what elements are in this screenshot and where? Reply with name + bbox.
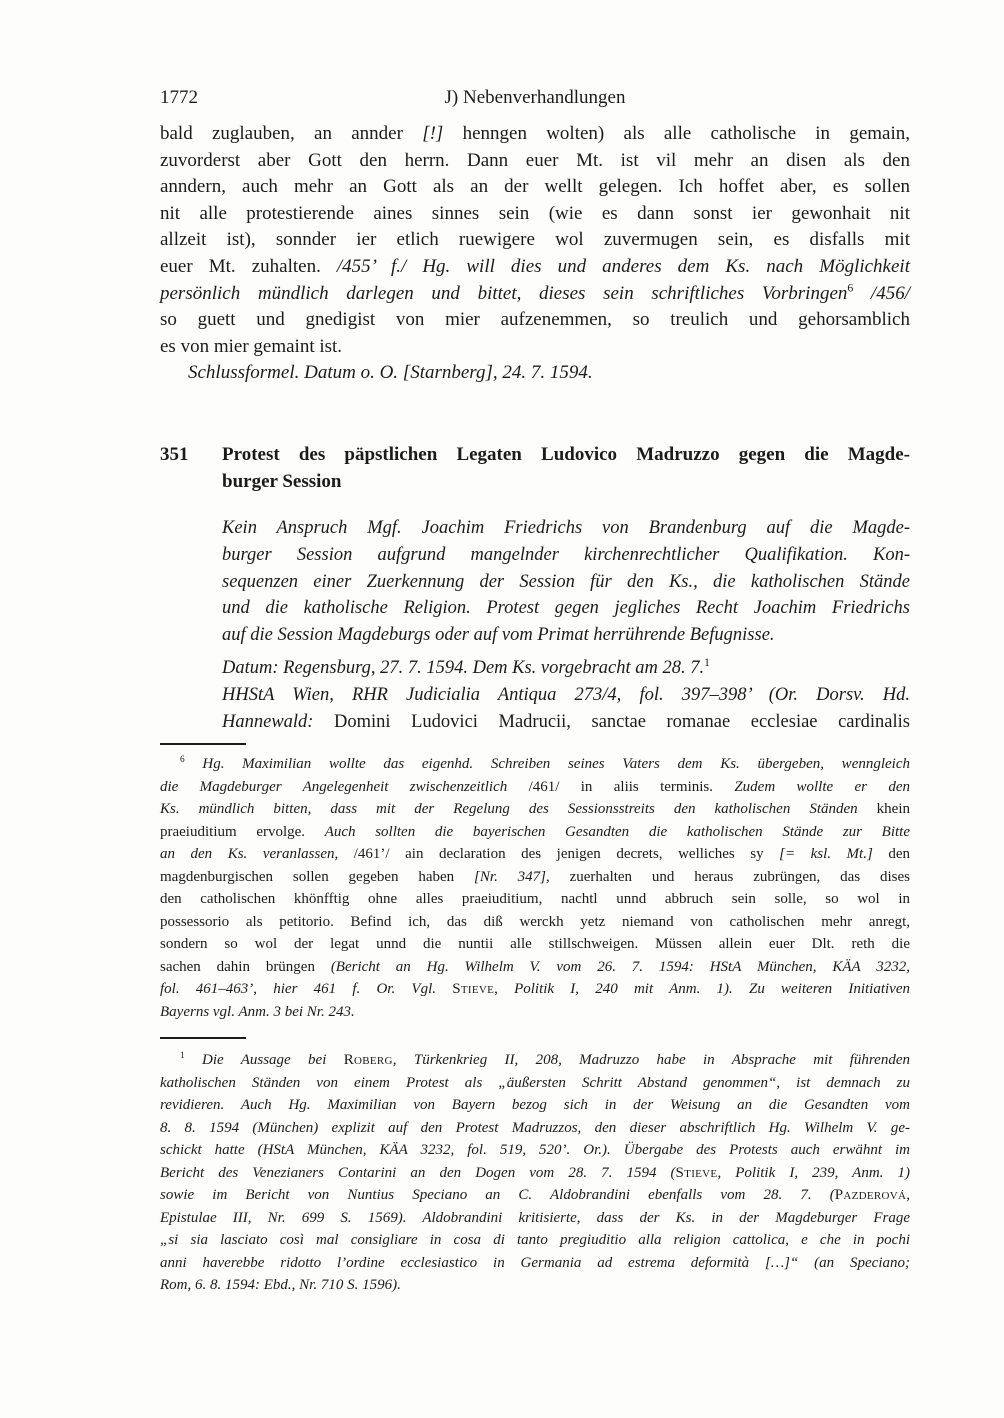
footnote-marker: 1 bbox=[180, 1051, 185, 1062]
text-segment: , Politik I, 239, Anm. 1) bbox=[717, 1164, 910, 1181]
text-segment: Zudem wollte er den bbox=[734, 778, 910, 795]
text-segment: revidieren. Auch Hg. Maximilian von Bayern bezog sich in der Weisung an die Gesandten vom bbox=[160, 1097, 910, 1114]
text-line bbox=[160, 1001, 910, 1024]
text-segment: bald zuglauben, an annder bbox=[160, 123, 423, 144]
text-line bbox=[160, 978, 910, 1001]
footnote-rule-1 bbox=[160, 743, 246, 745]
text-line bbox=[160, 956, 910, 979]
text-segment: sequenzen einer Zuerkennung der Session für den Ks., die katholischen Stände bbox=[222, 571, 910, 592]
text-segment: und die katholische Religion. Protest gegen jegliches Recht Joachim Friedrichs bbox=[222, 598, 910, 619]
text-line bbox=[160, 911, 910, 934]
text-segment: auf die Session Magdeburgs oder auf vom Primat herrührende Befugnisse. bbox=[222, 625, 775, 646]
text-segment: Protest des päpstlichen Legaten Ludovico Madruzzo gegen die Magde- bbox=[222, 443, 910, 465]
text-segment: euer Mt. zuhalten. bbox=[160, 255, 337, 277]
text-line bbox=[160, 1207, 910, 1230]
text-segment: persönlich mündlich darlegen und bittet, dieses sein schriftliches Vorbringen bbox=[160, 282, 848, 304]
text-line bbox=[222, 468, 910, 495]
entry-number: 351 bbox=[160, 443, 189, 465]
entry-heading bbox=[160, 441, 910, 495]
text-segment: „si sia lasciato così mal consigliare in cosa di tanto pregiuditio alla religion cattolica, e che in pochi bbox=[160, 1232, 910, 1249]
text-segment: henngen wolten) als alle catholische in gemain, bbox=[443, 123, 910, 144]
text-line bbox=[160, 227, 910, 254]
text-line bbox=[222, 682, 910, 709]
text-line bbox=[160, 753, 910, 776]
text-segment: 8. 8. 1594 (München) explizit auf den Protest Madruzzos, den dieser abschriftlich Hg. Wilhelm V. ge- bbox=[160, 1119, 910, 1136]
footnote-marker: 6 bbox=[847, 281, 854, 295]
text-segment: Ks. mündlich bitten, dass mit der Regelung des Sessionsstreits den katholischen Ständen bbox=[160, 801, 877, 818]
text-segment: Domini Ludovici Madrucii, sanctae romanae ecclesiae cardinalis bbox=[313, 711, 910, 732]
text-segment: sachen dahin brüngen bbox=[160, 958, 331, 975]
text-segment: Rom, 6. 8. 1594: Ebd., Nr. 710 S. 1596). bbox=[160, 1277, 401, 1294]
text-segment: (Bericht an Hg. Wilhelm V. vom 26. 7. 1594: HStA München, KÄA 3232, bbox=[330, 958, 910, 975]
text-segment: magdenburgischen sollen gegeben haben bbox=[160, 868, 475, 885]
text-segment: /461’/ ain declaration des jenigen decrets, welliches sy bbox=[353, 846, 780, 863]
text-segment: /456/ bbox=[853, 282, 910, 304]
text-line bbox=[160, 148, 910, 175]
running-title: J) Nebenverhandlungen bbox=[444, 87, 626, 108]
body-paragraph bbox=[160, 121, 910, 387]
entry-dating-source bbox=[222, 655, 910, 735]
text-segment: allzeit ist), sonnder ier etlich ruewigere wol zuvermugen sein, es disfalls mit bbox=[160, 229, 910, 251]
text-segment: Die Aussage bei bbox=[184, 1052, 344, 1069]
text-line bbox=[160, 254, 910, 281]
text-segment: , zuerhalten und heraus zubrüngen, das dises bbox=[546, 868, 910, 885]
text-segment: Bayerns vgl. Anm. 3 bei Nr. 243. bbox=[160, 1003, 355, 1020]
text-line bbox=[222, 622, 910, 649]
text-segment: sondern so wol der legat unnd die nuntii alle stillschweigen. Müssen allein euer Dlt. reth die bbox=[160, 936, 910, 953]
text-segment: schickt hatte (HStA München, KÄA 3232, fol. 519, 520’. Or.). Übergabe des Protests auch erwähnt im bbox=[160, 1142, 910, 1159]
text-segment: sowie im Bericht von Nuntius Speciano an C. Aldobrandini ebenfalls vom 28. 7. ( bbox=[160, 1187, 835, 1204]
footnote-rule-2 bbox=[160, 1037, 246, 1039]
text-line bbox=[160, 1117, 910, 1140]
text-segment: [Nr. 347] bbox=[474, 868, 546, 885]
text-line bbox=[160, 201, 910, 228]
text-segment: Pazderová bbox=[834, 1187, 907, 1204]
text-segment: burger Session aufgrund mangelnder kirchenrechtlicher Qualifikation. Kon- bbox=[222, 544, 910, 565]
text-segment: fol. 461–463’, hier 461 f. Or. Vgl. bbox=[160, 981, 453, 998]
text-line bbox=[160, 1252, 910, 1275]
text-segment: HHStA Wien, RHR Judicialia Antiqua 273/4, fol. 397–398’ (Or. Dorsv. Hd. bbox=[222, 684, 910, 705]
text-line bbox=[160, 1229, 910, 1252]
text-line bbox=[160, 281, 910, 308]
text-line bbox=[160, 1049, 910, 1072]
text-segment: den catholischen khönfftig ohne alles praeiuditium, nachtl unnd abbruch sein solle, so wol in bbox=[160, 891, 910, 908]
text-line bbox=[160, 1139, 910, 1162]
text-segment: zuvorderst aber Gott den herrn. Dann euer Mt. ist vil mehr an disen als den bbox=[160, 149, 910, 171]
text-segment: anni haverebbe ridotto l’ordine ecclesiastico in Germania ad estrema deformità […]“ (an Speciano; bbox=[160, 1254, 910, 1271]
text-line bbox=[160, 1094, 910, 1117]
text-segment: Auch sollten die bayerischen Gesandten die katholischen Stände zur Bitte bbox=[324, 823, 910, 840]
text-line bbox=[222, 542, 910, 569]
text-segment: [= ksl. Mt.] bbox=[779, 846, 889, 863]
text-line bbox=[160, 933, 910, 956]
text-line bbox=[160, 843, 910, 866]
text-segment: anndern, auch mehr an Gott als an der wellt gelegen. Ich hoffet aber, es sollen bbox=[160, 176, 910, 198]
text-line bbox=[160, 174, 910, 201]
text-segment: Hg. Maximilian wollte das eigenhd. Schreiben seines Vaters dem Ks. übergeben, wenngleich bbox=[184, 756, 910, 773]
text-segment: khein bbox=[876, 801, 910, 818]
text-segment: nit alle protestierende aines sinnes sein (wie es dann sonst ier gewonhait nit bbox=[160, 202, 910, 224]
text-segment: Stieve bbox=[452, 981, 495, 998]
text-segment: burger Session bbox=[222, 470, 342, 492]
text-line bbox=[222, 655, 910, 682]
text-line bbox=[160, 1162, 910, 1185]
text-segment: [!] bbox=[422, 123, 444, 144]
page-body bbox=[160, 121, 910, 1297]
text-line bbox=[160, 1072, 910, 1095]
text-line bbox=[160, 888, 910, 911]
text-segment: Datum: Regensburg, 27. 7. 1594. Dem Ks. vorgebracht am 28. 7. bbox=[222, 657, 705, 678]
text-line bbox=[160, 821, 910, 844]
text-segment: Stieve bbox=[675, 1164, 718, 1181]
text-segment: an den Ks. veranlassen, bbox=[160, 846, 354, 863]
footnote-6 bbox=[160, 753, 910, 1023]
text-segment: Epistulae III, Nr. 699 S. 1569). Aldobrandini kritisierte, dass der Ks. in der Magdeburger Frage bbox=[160, 1209, 910, 1226]
text-line bbox=[222, 569, 910, 596]
text-segment: Kein Anspruch Mgf. Joachim Friedrichs von Brandenburg auf die Magde- bbox=[222, 517, 910, 538]
text-segment: Bericht des Venezianers Contarini an den Dogen vom 28. 7. 1594 ( bbox=[160, 1164, 676, 1181]
text-segment: , bbox=[906, 1187, 910, 1204]
text-line bbox=[222, 595, 910, 622]
text-segment: Schlussformel. Datum o. O. [Starnberg], 24. 7. 1594. bbox=[188, 362, 593, 384]
text-segment: katholischen Ständen von einem Protest als „äußersten Schritt Abstand genommen“, ist demnach zu bbox=[160, 1074, 910, 1091]
page-number: 1772 bbox=[160, 87, 198, 108]
entry-summary bbox=[222, 515, 910, 649]
text-segment: praeiuditium ervolge. bbox=[160, 823, 325, 840]
footnote-1 bbox=[160, 1049, 910, 1297]
text-segment: so guett und gnedigist von mier aufzenemmen, so treulich und gehorsamblich bbox=[160, 309, 910, 331]
text-line bbox=[160, 866, 910, 889]
text-segment: /455’ f./ Hg. will dies und anderes dem Ks. nach Möglichkeit bbox=[336, 255, 910, 277]
text-line bbox=[222, 515, 910, 542]
footnote-marker: 6 bbox=[180, 755, 185, 766]
text-segment: Hannewald: bbox=[222, 711, 314, 732]
text-line bbox=[222, 441, 910, 468]
text-line bbox=[160, 1274, 910, 1297]
text-line bbox=[160, 798, 910, 821]
text-line bbox=[160, 334, 910, 361]
text-segment: , Türkenkrieg II, 208, Madruzzo habe in Absprache mit führenden bbox=[392, 1052, 910, 1069]
text-line bbox=[160, 1184, 910, 1207]
text-segment: possessorio als petitorio. Befind ich, das diß werckh yetz niemand von catholischen mehr anregt, bbox=[160, 913, 910, 930]
text-segment: es von mier gemaint ist. bbox=[160, 335, 343, 357]
page-header bbox=[160, 84, 910, 111]
text-segment: die Magdeburger Angelegenheit zwischenzeitlich bbox=[160, 778, 529, 795]
text-line bbox=[160, 360, 910, 387]
text-segment: Roberg bbox=[343, 1052, 393, 1069]
text-segment: , Politik I, 240 mit Anm. 1). Zu weiteren Initiativen bbox=[494, 981, 910, 998]
text-line bbox=[160, 776, 910, 799]
text-line bbox=[160, 307, 910, 334]
footnote-marker: 1 bbox=[704, 656, 710, 669]
text-line bbox=[160, 121, 910, 148]
text-segment: den bbox=[888, 846, 911, 863]
text-line bbox=[222, 709, 910, 736]
text-segment: /461/ in aliis terminis. bbox=[528, 778, 735, 795]
